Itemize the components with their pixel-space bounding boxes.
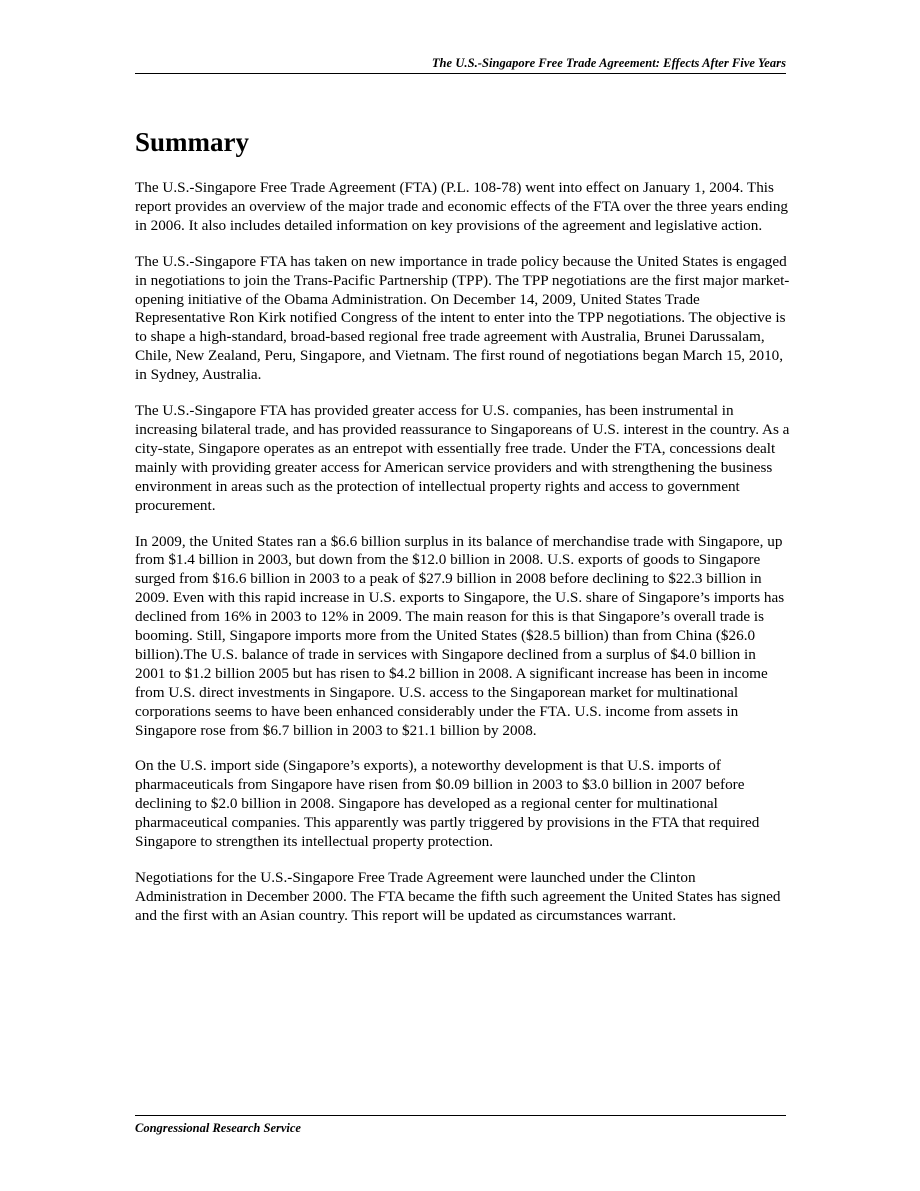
running-header-title: The U.S.-Singapore Free Trade Agreement: Effects After Five Years — [431, 56, 786, 70]
paragraph-imports: On the U.S. import side (Singapore’s exports), a noteworthy development is that U.S. imports of pharmaceuticals from Singapore have risen from $0.09 billion in 2003 to $3.0 billion in 2007 before declining to $2.0 billion in 2008. Singapore has developed as a regional center for multinational pharmaceutical companies. This apparently was partly triggered by provisions in the FTA that required Singapore to strengthen its intellectual property protection. — [135, 757, 760, 851]
paragraph-intro: The U.S.-Singapore Free Trade Agreement (FTA) (P.L. 108-78) went into effect on January 1, 2004. This report provides an overview of the major trade and economic effects of the FTA over the three years ending in 2006. It also includes detailed information on key provisions of the agreement and legislative action. — [135, 179, 789, 234]
header-divider — [135, 73, 786, 74]
paragraph-tpp: The U.S.-Singapore FTA has taken on new importance in trade policy because the United States is engaged in negotiations to join the Trans-Pacific Partnership (TPP). The TPP negotiations are the first major market-opening initiative of the Obama Administration. On December 14, 2009, United States Trade Representative Ron Kirk notified Congress of the intent to enter into the TPP negotiations. The objective is to shape a high-standard, broad-based regional free trade agreement with Australia, Brunei Darussalam, Chile, New Zealand, Peru, Singapore, and Vietnam. The first round of negotiations began March 15, 2010, in Sydney, Australia. — [135, 252, 790, 384]
footer-divider — [135, 1115, 786, 1116]
paragraph-negotiations: Negotiations for the U.S.-Singapore Free Trade Agreement were launched under the Clinton Administration in December 2000. The FTA became the fifth such agreement the United States has signed and the first with an Asian country. This report will be updated as circumstances warrant. — [135, 869, 781, 924]
section-title: Summary — [135, 127, 249, 157]
running-footer-source: Congressional Research Service — [135, 1121, 301, 1135]
paragraph-access: The U.S.-Singapore FTA has provided greater access for U.S. companies, has been instrumental in increasing bilateral trade, and has provided reassurance to Singaporeans of U.S. interest in the country. As a city-state, Singapore operates as an entrepot with essentially free trade. Under the FTA, concessions dealt mainly with providing greater access for American service providers and with strengthening the business environment in areas such as the protection of intellectual property rights and access to government procurement. — [135, 402, 790, 514]
summary-body — [135, 179, 790, 943]
paragraph-trade-balance: In 2009, the United States ran a $6.6 billion surplus in its balance of merchandise trade with Singapore, up from $1.4 billion in 2003, but down from the $12.0 billion in 2008. U.S. exports of goods to Singapore surged from $16.6 billion in 2003 to a peak of $27.9 billion in 2008 before declining to $22.3 billion in 2009. Even with this rapid increase in U.S. exports to Singapore, the U.S. share of Singapore’s imports has declined from 16% in 2003 to 12% in 2009. The main reason for this is that Singapore’s overall trade is booming. Still, Singapore imports more from the United States ($28.5 billion) than from China ($26.0 billion).The U.S. balance of trade in services with Singapore declined from a surplus of $4.0 billion in 2001 to $1.2 billion 2005 but has risen to $4.2 billion in 2008. A significant increase has been in income from U.S. direct investments in Singapore. U.S. access to the Singaporean market for multinational corporations seems to have been enhanced considerably under the FTA. U.S. income from assets in Singapore rose from $6.7 billion in 2003 to $21.1 billion by 2008. — [135, 532, 785, 739]
